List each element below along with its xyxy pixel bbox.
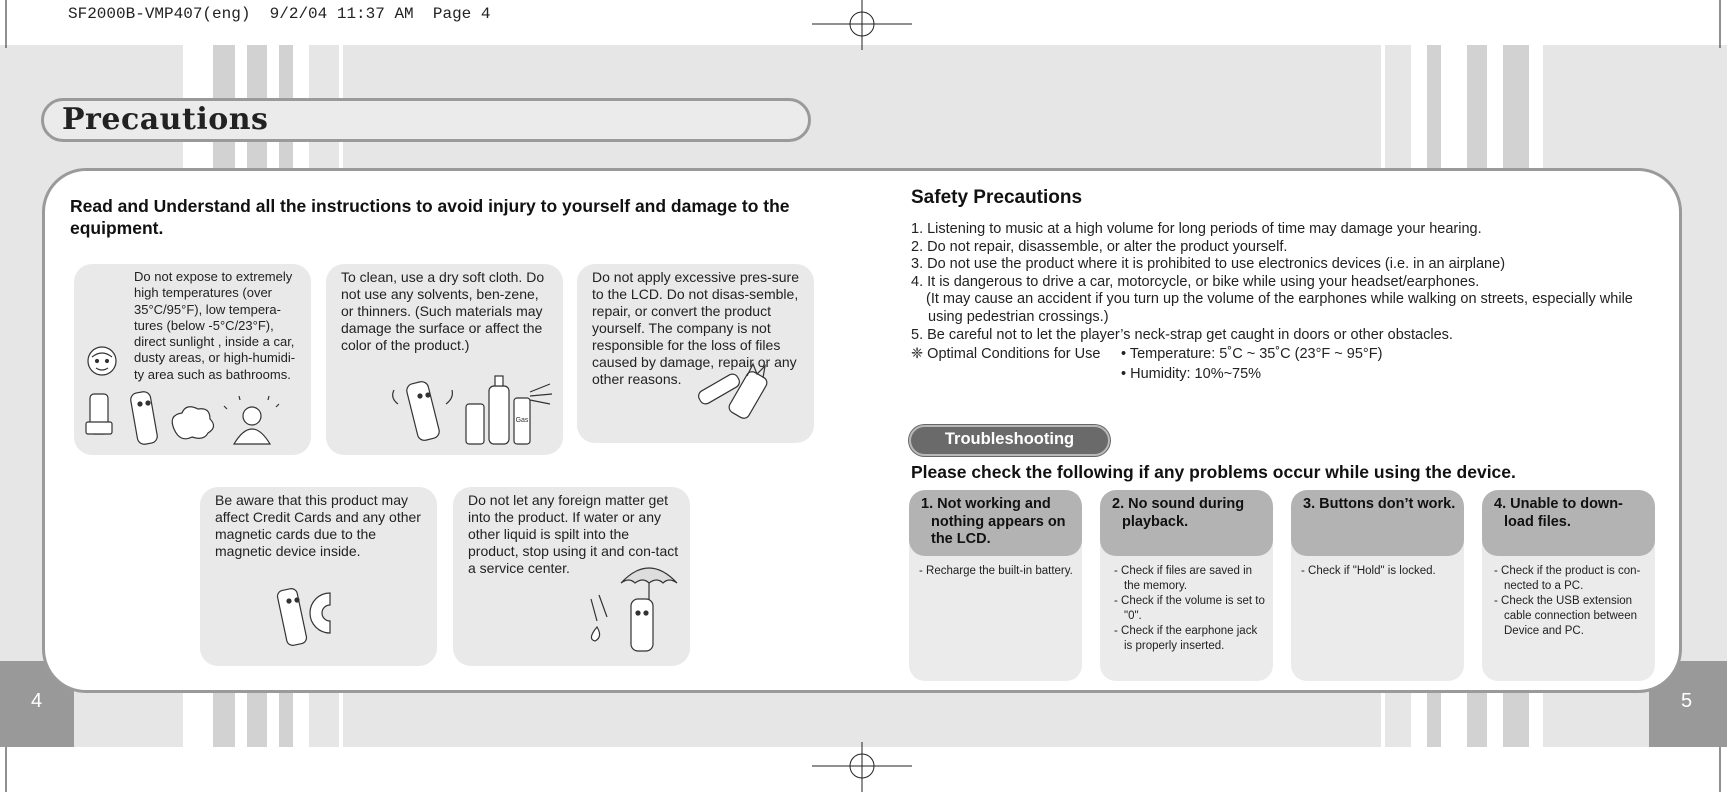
trouble-check: - Check if "Hold" is locked.: [1301, 565, 1436, 577]
trouble-check: - Check if the product is con-nected to a PC.: [1494, 565, 1641, 592]
trouble-card-download: [1482, 490, 1655, 681]
temperature-illustration: [74, 264, 311, 455]
liquid-illustration: [453, 487, 690, 666]
safety-item-note: (It may cause an accident if you turn up the volume of the earphones while walking on streets, especially while using pedestrian crossings.): [926, 291, 1633, 325]
print-slug: SF2000B-VMP407(eng) 9/2/04 11:37 AM Page 4: [68, 5, 491, 23]
optimal-conditions-label: ❈ Optimal Conditions for Use: [911, 346, 1101, 362]
trouble-card-lcd: [909, 490, 1082, 681]
safety-item: 1. Listening to music at a high volume for long periods of time may damage your hearing.: [911, 221, 1482, 237]
trouble-card-body: [1301, 564, 1459, 579]
trouble-check: - Recharge the built-in battery.: [919, 565, 1073, 577]
card-text: Do not apply excessive pres-sure to the LCD. Do not disas-semble, repair, or convert the product yourself. The company is not responsible for the loss of files caused by damage, repair or any other reasons.: [592, 269, 799, 387]
trouble-check: - Check if files are saved in the memory.: [1114, 565, 1253, 592]
gas-label: Gas: [515, 417, 529, 424]
lcd-illustration: [577, 264, 814, 443]
trouble-check: - Check the USB extension cable connection between Device and PC.: [1494, 595, 1637, 637]
page-title: Precautions: [62, 102, 269, 137]
troubleshooting-subheading: Please check the following if any problems occur while using the device.: [911, 462, 1516, 482]
safety-item: 3. Do not use the product where it is prohibited to use electronics devices (i.e. in an airplane): [911, 256, 1506, 273]
trouble-card-title: 1. Not working and nothing appears on the LCD.: [921, 496, 1066, 547]
trouble-card-title: 4. Unable to down-load files.: [1494, 496, 1623, 530]
trouble-card-body: [1114, 564, 1268, 654]
safety-item: 2. Do not repair, disassemble, or alter the product yourself.: [911, 238, 1288, 255]
intro-text: Read and Understand all the instructions to avoid injury to yourself and damage to the equipment.: [70, 196, 790, 238]
trouble-card-sound: [1100, 490, 1273, 681]
magnetic-illustration: [200, 487, 437, 666]
card-text: To clean, use a dry soft cloth. Do not use any solvents, ben-zene, or thinners. (Such materials may damage the surface or affect the color of the product.): [341, 269, 545, 353]
optimal-humidity: • Humidity: 10%~75%: [1121, 366, 1262, 382]
trouble-check: - Check if the volume is set to "0".: [1114, 595, 1265, 622]
trouble-card-buttons: [1291, 490, 1464, 681]
card-text: Do not expose to extremely high temperatures (over 35°C/95°F), low tempera-tures (below -5°C/23°F), direct sunlight , inside a car, dusty areas, or high-humidi-ty area such as bathrooms.: [134, 269, 296, 382]
registration-mark-top: [812, 0, 912, 50]
safety-heading: Safety Precautions: [911, 187, 1083, 208]
trouble-card-body: [919, 564, 1077, 579]
safety-item: 5. Be careful not to let the player’s neck-strap get caught in doors or other obstacles.: [911, 326, 1453, 343]
safety-list: [911, 221, 1671, 344]
card-text: Do not let any foreign matter get into the product. If water or any other liquid is spilt into the product, stop using it and con-tact a service center.: [468, 492, 679, 576]
page-number-right: 5: [1681, 690, 1693, 712]
registration-mark-bottom: [812, 742, 912, 792]
trouble-card-title: 2. No sound during playback.: [1112, 496, 1245, 530]
safety-item: 4. It is dangerous to drive a car, motorcycle, or bike while using your headset/earphones.: [911, 273, 1480, 290]
trouble-check: - Check if the earphone jack is properly inserted.: [1114, 625, 1258, 652]
cleaning-illustration: [326, 264, 563, 455]
optimal-temperature: • Temperature: 5˚C ~ 35˚C (23°F ~ 95°F): [1121, 346, 1383, 362]
trouble-card-title: 3. Buttons don’t work.: [1303, 496, 1456, 512]
page-number-left: 4: [31, 690, 43, 712]
card-text: Be aware that this product may affect Credit Cards and any other magnetic cards due to the magnetic device inside.: [215, 492, 421, 559]
trouble-card-body: [1494, 564, 1644, 639]
troubleshooting-label: Troubleshooting: [944, 430, 1075, 448]
